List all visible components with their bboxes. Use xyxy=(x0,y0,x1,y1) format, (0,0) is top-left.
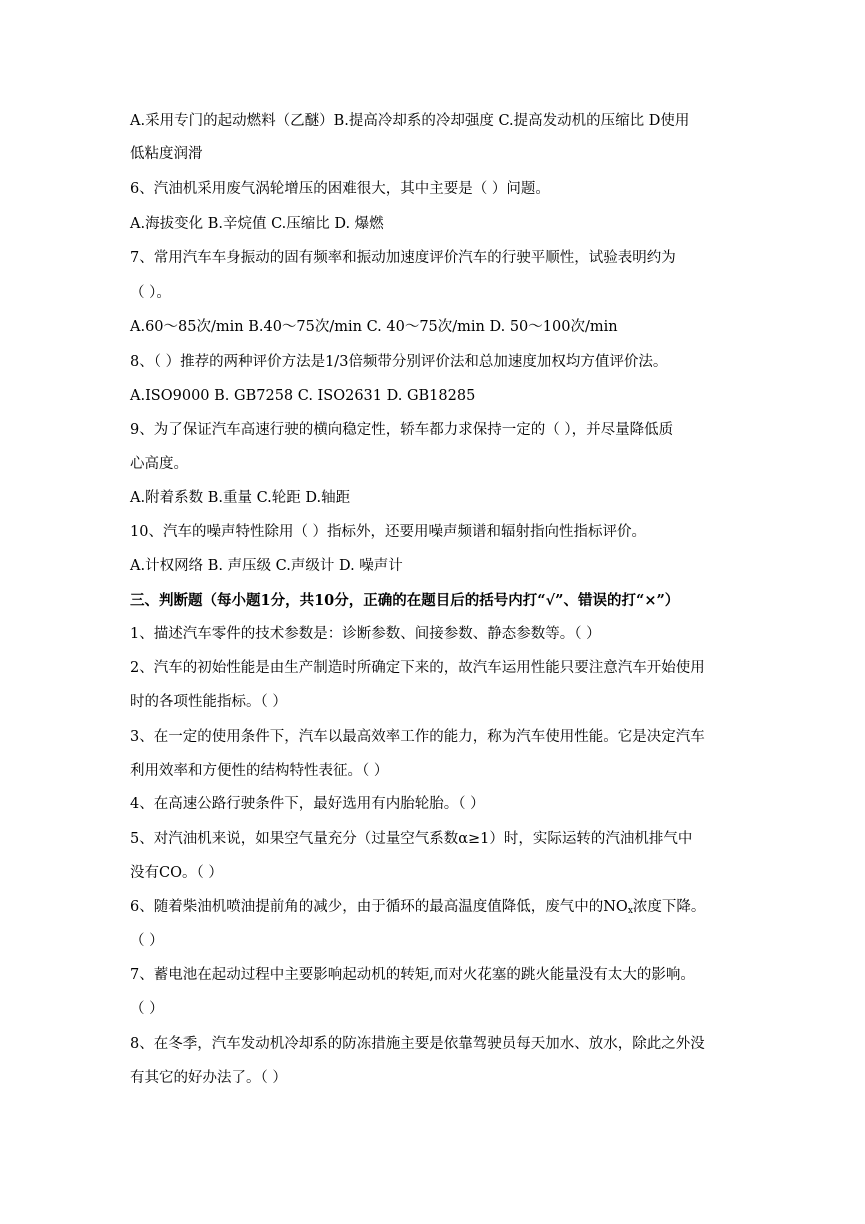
section-heading-true-false: 三、判断题（每小题1分，共10分，正确的在题目后的括号内打“√”、错误的打“×”） xyxy=(130,592,680,609)
question-6: 6、汽油机采用废气涡轮增压的困难很大，其中主要是（ ）问题。 xyxy=(130,181,550,197)
question-9: 9、为了保证汽车高速行驶的横向稳定性，轿车都力求保持一定的（ ），并尽量降低质 xyxy=(130,422,674,438)
tf-question-7: 7、蓄电池在起动过程中主要影响起动机的转矩,而对火花塞的跳火能量没有太大的影响。 xyxy=(130,967,695,983)
question-9-cont: 心高度。 xyxy=(130,456,188,472)
tf-question-6-text-b: 浓度下降。 xyxy=(632,899,706,915)
tf-question-6 xyxy=(130,897,740,921)
nox-subscript: x xyxy=(627,906,633,916)
tf-question-3: 3、在一定的使用条件下，汽车以最高效率工作的能力，称为汽车使用性能。它是决定汽车 xyxy=(130,729,705,745)
tf-question-4: 4、在高速公路行驶条件下，最好选用有内胎轮胎。（ ） xyxy=(130,796,485,812)
tf-question-8-cont: 有其它的好办法了。（ ） xyxy=(130,1070,287,1086)
question-7: 7、常用汽车车身振动的固有频率和振动加速度评价汽车的行驶平顺性，试验表明约为 xyxy=(130,250,676,266)
options-q8: A.ISO9000 B. GB7258 C. ISO2631 D. GB18285 xyxy=(130,388,476,404)
tf-question-6-cont: （ ） xyxy=(130,933,164,949)
option-line-q5-cont: 低粘度润滑 xyxy=(130,146,203,162)
tf-question-6-text-a: 6、随着柴油机喷油提前角的减少，由于循环的最高温度值降低，废气中的NO xyxy=(130,899,628,915)
tf-question-8: 8、在冬季，汽车发动机冷却系的防冻措施主要是依靠驾驶员每天加水、放水，除此之外没 xyxy=(130,1036,705,1052)
options-q9: A.附着系数 B.重量 C.轮距 D.轴距 xyxy=(130,490,351,506)
options-q7: A.60～85次/min B.40～75次/min C. 40～75次/min D. 50～100次/min xyxy=(130,319,618,335)
tf-question-3-cont: 利用效率和方便性的结构特性表征。（ ） xyxy=(130,763,389,779)
tf-question-7-cont: （ ） xyxy=(130,1001,164,1017)
options-q6: A.海拔变化 B.辛烷值 C.压缩比 D. 爆燃 xyxy=(130,216,384,232)
question-8: 8、（ ）推荐的两种评价方法是1/3倍频带分别评价法和总加速度加权均方值评价法。 xyxy=(130,354,668,370)
tf-question-1: 1、描述汽车零件的技术参数是：诊断参数、间接参数、静态参数等。（ ） xyxy=(130,626,601,642)
question-10: 10、汽车的噪声特性除用（ ）指标外，还要用噪声频谱和辐射指向性指标评价。 xyxy=(130,524,647,540)
tf-question-2: 2、汽车的初始性能是由生产制造时所确定下来的，故汽车运用性能只要注意汽车开始使用 xyxy=(130,660,705,676)
tf-question-2-cont: 时的各项性能指标。（ ） xyxy=(130,694,287,710)
question-7-cont: （ ）。 xyxy=(130,285,171,301)
options-q10: A.计权网络 B. 声压级 C.声级计 D. 噪声计 xyxy=(130,558,403,574)
option-line-q5: A.采用专门的起动燃料（乙醚）B.提高冷却系的冷却强度 C.提高发动机的压缩比 D使用 xyxy=(130,113,690,129)
tf-question-5: 5、对汽油机来说，如果空气量充分（过量空气系数α≥1）时，实际运转的汽油机排气中 xyxy=(130,831,693,847)
tf-question-5-cont: 没有CO。（ ） xyxy=(130,865,223,881)
